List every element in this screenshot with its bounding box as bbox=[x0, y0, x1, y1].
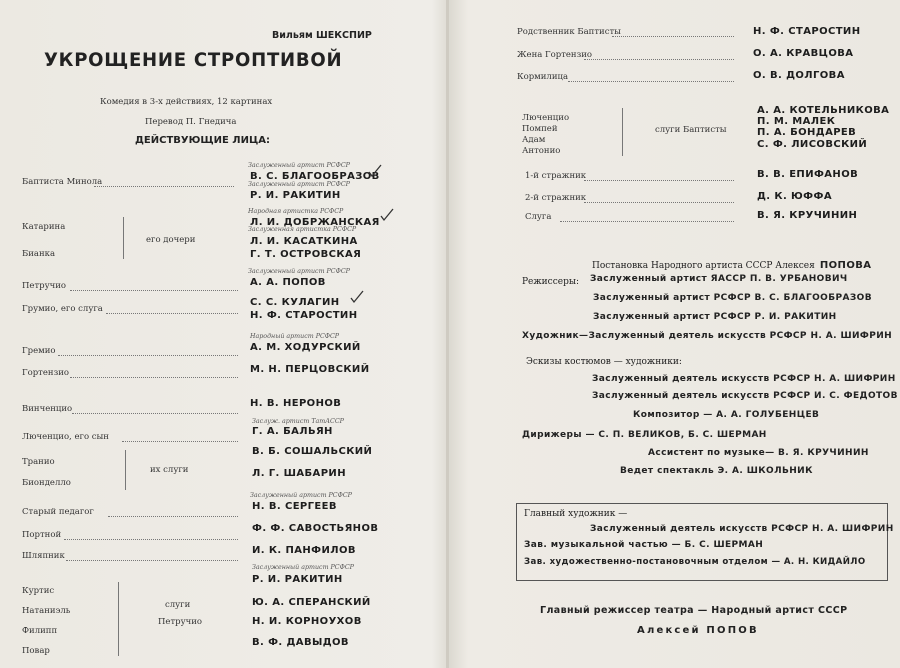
dot-leader bbox=[70, 377, 238, 378]
directors-label: Режиссеры: bbox=[522, 277, 580, 287]
box-line-1: Заслуженный деятель искусств РСФСР Н. А. ШИФРИН bbox=[590, 524, 894, 534]
actor: Р. И. РАКИТИН bbox=[252, 574, 343, 585]
conductors-line: Дирижеры — С. П. ВЕЛИКОВ, Б. С. ШЕРМАН bbox=[522, 430, 767, 440]
actor: В. Б. СОШАЛЬСКИЙ bbox=[252, 446, 373, 457]
role-tailor: Портной bbox=[22, 530, 62, 540]
staging-name: ПОПОВА bbox=[819, 260, 872, 271]
actor: С. Ф. ЛИСОВСКИЙ bbox=[757, 139, 868, 150]
page-fold bbox=[446, 0, 449, 668]
dot-leader bbox=[72, 413, 238, 414]
role-lucentio: Люченцио, его сын bbox=[22, 432, 109, 442]
role-servant: Слуга bbox=[525, 212, 552, 222]
actor: Л. Г. ШАБАРИН bbox=[252, 468, 346, 479]
actor: В. В. ЕПИФАНОВ bbox=[757, 169, 859, 180]
dot-leader bbox=[108, 516, 238, 517]
dot-leader bbox=[58, 355, 238, 356]
composer-line: Композитор — А. А. ГОЛУБЕНЦЕВ bbox=[633, 410, 820, 420]
dot-leader bbox=[70, 290, 238, 291]
honorary-title: Заслуженный артист РСФСР bbox=[250, 492, 352, 499]
dot-leader bbox=[560, 221, 734, 222]
staging-prefix: Постановка Народного артиста СССР Алексея bbox=[592, 261, 815, 271]
dot-leader bbox=[122, 441, 238, 442]
box-line-3: Зав. художественно-постановочным отделом — А. Н. КИДАЙЛО bbox=[524, 557, 866, 567]
checkmark-icon bbox=[368, 164, 382, 178]
honorary-title: Заслуженный артист РСФСР bbox=[248, 181, 350, 188]
group-petruchio-servants: слуги bbox=[165, 600, 191, 610]
actor: Л. И. ДОБРЖАНСКАЯ bbox=[250, 217, 380, 228]
actor: П. М. МАЛЕК bbox=[757, 116, 836, 127]
actor: О. А. КРАВЦОВА bbox=[753, 48, 854, 59]
role-grumio: Грумио, его слуга bbox=[22, 304, 103, 314]
actor: Н. В. СЕРГЕЕВ bbox=[252, 501, 337, 512]
stage-manager-line: Ведет спектакль Э. А. ШКОЛЬНИК bbox=[620, 466, 813, 476]
role-bianca: Бианка bbox=[22, 249, 56, 259]
role-antonio: Антонио bbox=[522, 146, 561, 156]
actor: Д. К. ЮФФА bbox=[757, 191, 832, 202]
actor: П. А. БОНДАРЕВ bbox=[757, 127, 857, 138]
honorary-title: Заслуженный артист РСФСР bbox=[248, 268, 350, 275]
cast-heading: ДЕЙСТВУЮЩИЕ ЛИЦА: bbox=[135, 135, 270, 146]
dot-leader bbox=[94, 186, 234, 187]
actor: О. В. ДОЛГОВА bbox=[753, 70, 845, 81]
directors-line-2: Заслуженный артист РСФСР В. С. БЛАГООБРАЗОВ bbox=[593, 293, 872, 303]
dot-leader bbox=[612, 36, 734, 37]
role-nurse: Кормилица bbox=[517, 72, 569, 82]
role-vincentio: Винченцио bbox=[22, 404, 73, 414]
actor: Ф. Ф. САВОСТЬЯНОВ bbox=[252, 523, 379, 534]
actor: А. А. ПОПОВ bbox=[250, 277, 326, 288]
role-petruchio: Петручио bbox=[22, 281, 66, 291]
artist-line: Художник—Заслуженный деятель искусств РСФСР Н. А. ШИФРИН bbox=[522, 331, 893, 341]
dot-leader bbox=[584, 180, 734, 181]
role-gremio: Гремио bbox=[22, 346, 56, 356]
role-relative: Родственник Баптисты bbox=[517, 27, 621, 37]
actor: В. Я. КРУЧИНИН bbox=[757, 210, 858, 221]
checkmark-icon bbox=[380, 208, 394, 222]
staging-line bbox=[592, 255, 871, 271]
costumes-line-1: Заслуженный деятель искусств РСФСР Н. А. ШИФРИН bbox=[592, 374, 896, 384]
dot-leader bbox=[584, 202, 734, 203]
dot-leader bbox=[568, 81, 734, 82]
group-daughters: его дочери bbox=[146, 235, 196, 245]
role-curtis: Куртис bbox=[22, 586, 55, 596]
box-label: Главный художник — bbox=[524, 509, 628, 519]
actor: С. С. КУЛАГИН bbox=[250, 297, 340, 308]
role-adam: Адам bbox=[522, 135, 546, 145]
assistant-line: Ассистент по музыке— В. Я. КРУЧИНИН bbox=[648, 448, 869, 458]
role-tranio: Транио bbox=[22, 457, 55, 467]
role-hortensio: Гортензио bbox=[22, 368, 70, 378]
box-line-2: Зав. музыкальной частью — Б. С. ШЕРМАН bbox=[524, 540, 764, 550]
honorary-title: Заслуженная артистка РСФСР bbox=[248, 226, 357, 233]
role-lucetta: Люченцио bbox=[522, 113, 570, 123]
checkmark-icon bbox=[350, 290, 364, 304]
group-petruchio-servants-2: Петручио bbox=[158, 617, 202, 627]
role-baptista: Баптиста Минола bbox=[22, 177, 103, 187]
role-katarina: Катарина bbox=[22, 222, 66, 232]
costumes-label: Эскизы костюмов — художники: bbox=[526, 357, 682, 367]
dot-leader bbox=[584, 59, 734, 60]
role-philip: Филипп bbox=[22, 626, 58, 636]
directors-line-3: Заслуженный артист РСФСР Р. И. РАКИТИН bbox=[593, 312, 837, 322]
dot-leader bbox=[106, 313, 238, 314]
role-hortensio-wife: Жена Гортензио bbox=[517, 50, 593, 60]
role-pompey: Помпей bbox=[522, 124, 558, 134]
actor: Н. Ф. СТАРОСТИН bbox=[753, 26, 861, 37]
role-biondello: Бионделло bbox=[22, 478, 71, 488]
dot-leader bbox=[64, 539, 238, 540]
actor: Ю. А. СПЕРАНСКИЙ bbox=[252, 597, 371, 608]
honorary-title: Заслуж. артист ТатАССР bbox=[252, 418, 344, 425]
translation: Перевод П. Гнедича bbox=[145, 117, 237, 127]
author: Вильям ШЕКСПИР bbox=[272, 30, 372, 41]
group-baptista-servants: слуги Баптисты bbox=[655, 125, 727, 135]
bracket-line bbox=[125, 450, 126, 490]
actor: В. С. БЛАГООБРАЗОВ bbox=[250, 171, 380, 182]
actor: А. А. КОТЕЛЬНИКОВА bbox=[757, 105, 890, 116]
bracket-line bbox=[123, 217, 124, 259]
role-guard-1: 1-й стражник bbox=[525, 171, 587, 181]
actor: И. К. ПАНФИЛОВ bbox=[252, 545, 356, 556]
honorary-title: Заслуженный артист РСФСР bbox=[252, 564, 354, 571]
bracket-line bbox=[118, 582, 119, 656]
actor: Л. И. КАСАТКИНА bbox=[250, 236, 358, 247]
role-guard-2: 2-й стражник bbox=[525, 193, 587, 203]
directors-line-1: Заслуженный артист ЯАССР П. В. УРБАНОВИЧ bbox=[590, 274, 848, 284]
group-servants: их слуги bbox=[150, 465, 189, 475]
honorary-title: Народная артистка РСФСР bbox=[248, 208, 344, 215]
actor: Г. Т. ОСТРОВСКАЯ bbox=[250, 249, 362, 260]
role-hatter: Шляпник bbox=[22, 551, 65, 561]
role-nathaniel: Натаниэль bbox=[22, 606, 71, 616]
actor: Н. И. КОРНОУХОВ bbox=[252, 616, 362, 627]
honorary-title: Народный артист РСФСР bbox=[250, 333, 340, 340]
honorary-title: Заслуженный артист РСФСР bbox=[248, 162, 350, 169]
actor: В. Ф. ДАВЫДОВ bbox=[252, 637, 349, 648]
actor: М. Н. ПЕРЦОВСКИЙ bbox=[250, 364, 370, 375]
costumes-line-2: Заслуженный деятель искусств РСФСР И. С. ФЕДОТОВ bbox=[592, 391, 898, 401]
actor: Г. А. БАЛЬЯН bbox=[252, 426, 333, 437]
play-title: УКРОЩЕНИЕ СТРОПТИВОЙ bbox=[44, 49, 343, 71]
actor: А. М. ХОДУРСКИЙ bbox=[250, 342, 361, 353]
footer-line-1: Главный режиссер театра — Народный артист СССР bbox=[540, 605, 848, 616]
dot-leader bbox=[66, 560, 238, 561]
footer-line-2: Алексей ПОПОВ bbox=[637, 625, 759, 636]
subtitle: Комедия в 3-х действиях, 12 картинах bbox=[100, 97, 273, 107]
role-cook: Повар bbox=[22, 646, 50, 656]
actor: Н. Ф. СТАРОСТИН bbox=[250, 310, 358, 321]
bracket-line bbox=[622, 108, 623, 156]
actor: Н. В. НЕРОНОВ bbox=[250, 398, 342, 409]
role-old-pedant: Старый педагог bbox=[22, 507, 94, 517]
actor: Р. И. РАКИТИН bbox=[250, 190, 341, 201]
